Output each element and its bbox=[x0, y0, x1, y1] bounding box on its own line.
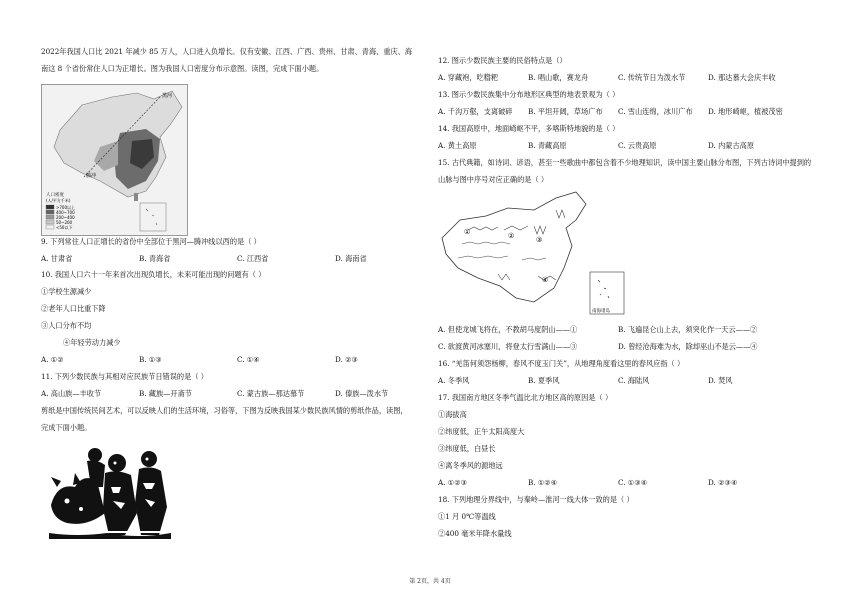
q10-item: ①学校生源减少 bbox=[41, 287, 92, 296]
q17-option-c: C. ①③④ bbox=[618, 478, 648, 487]
q17-item: ④离冬季风的源地远 bbox=[438, 461, 503, 470]
q15-option-a: A. 但使龙城飞将在，不教胡马度阴山——① bbox=[438, 325, 578, 334]
q18-item: ②400 毫米年降水量线 bbox=[438, 529, 512, 538]
legend-row: <50以下 bbox=[56, 225, 73, 230]
q13-option-d: D. 地形崎岖，植被茂密 bbox=[708, 107, 783, 116]
q11-option-c: C. 蒙古族—那达慕节 bbox=[237, 389, 305, 398]
mountain-ranges-map bbox=[438, 190, 628, 318]
q15-option-b: B. 飞遍昆仑山上去，须突化作一天云——② bbox=[618, 325, 758, 334]
q15-stem-line-2: 山脉与图中序号对应正确的是（ ） bbox=[438, 175, 549, 184]
map-marker-4: ④ bbox=[542, 276, 549, 284]
q13-stem: 13. 图示少数民族集中分布地形区典型的地表景观为（ ） bbox=[438, 90, 620, 99]
paper-cut-image bbox=[47, 443, 173, 539]
q10-item: ②老年人口比重下降 bbox=[41, 304, 106, 313]
q9-option-c: C. 江西省 bbox=[237, 254, 269, 263]
q14-option-d: D. 内蒙古高原 bbox=[708, 141, 755, 150]
q14-stem: 14. 我国高原中，地面崎岖不平，多喀斯特地貌的是（ ） bbox=[438, 124, 620, 133]
q13-option-c: C. 雪山连绵，冰川广布 bbox=[618, 107, 693, 116]
intro-line-2: 南这 8 个省份常住人口为正增长。图为我国人口密度分布示意图。读图，完成下面小题。 bbox=[41, 64, 324, 73]
map-marker-3: ③ bbox=[536, 236, 543, 244]
q15-option-d: D. 曾经沧海难为水，除却巫山不是云——④ bbox=[618, 342, 758, 351]
legend-unit: (人/平方千米) bbox=[46, 198, 71, 203]
q15-stem-line-1: 15. 古代典籍，如诗词、谚语，甚至一些歌曲中都包含着不少地理知识，读中国主要山脉分布图，下列古诗词中提到的 bbox=[438, 158, 812, 167]
q14-option-c: C. 云贵高原 bbox=[618, 141, 657, 150]
q10-stem: 10. 我国人口六十一年来首次出现负增长，未来可能出现的问题有（ ） bbox=[41, 270, 266, 279]
q17-item: ①海拔高 bbox=[438, 410, 467, 419]
q13-option-b: B. 平坦开阔，草场广布 bbox=[528, 107, 603, 116]
q10-item: ③人口分布不均 bbox=[41, 321, 92, 330]
q16-option-d: D. 焚风 bbox=[708, 376, 733, 385]
q12-option-a: A. 穿藏袍，吃糌粑 bbox=[438, 73, 499, 82]
paper-cut-artwork bbox=[47, 443, 173, 539]
q17-item: ③纬度低，白昼长 bbox=[438, 444, 496, 453]
legend-row: >700以上 bbox=[56, 205, 75, 210]
q16-stem: 16. “羌笛何须怨杨柳，春风不度玉门关”，从地理角度看这里的春风应指（ ） bbox=[438, 359, 685, 368]
q10-item: ④年轻劳动力减少 bbox=[63, 338, 121, 347]
q10-option-d: D. ②③ bbox=[335, 355, 358, 364]
legend-row: 50~200 bbox=[56, 220, 73, 225]
q17-option-a: A. ①②③ bbox=[438, 478, 468, 487]
q12-stem: 12. 图示少数民族主要的民俗特点是（） bbox=[438, 56, 567, 65]
q14-option-b: B. 青藏高原 bbox=[528, 141, 567, 150]
q11-option-b: B. 藏族—开斋节 bbox=[139, 389, 192, 398]
q11-stem: 11. 下列少数民族与其相对应民族节日错误的是（ ） bbox=[41, 372, 208, 381]
legend-title: 人口密度 bbox=[46, 193, 64, 198]
china-map-figure bbox=[42, 85, 187, 235]
q16-option-a: A. 冬季风 bbox=[438, 376, 470, 385]
q9-option-d: D. 海南省 bbox=[335, 254, 367, 263]
mountains-map-figure bbox=[438, 190, 628, 318]
q18-item: ①1 月 0℃等温线 bbox=[438, 512, 496, 521]
q10-option-c: C. ①④ bbox=[237, 355, 260, 364]
q15-option-c: C. 欲渡黄河冰塞川，将登太行雪满山——③ bbox=[438, 342, 578, 351]
inset-label: 南海诸岛 bbox=[592, 309, 610, 314]
q12-option-c: C. 传统节日为泼水节 bbox=[618, 73, 686, 82]
q9-option-a: A. 甘肃省 bbox=[41, 254, 73, 263]
q9-stem: 9. 下列常住人口正增长的省份中全部位于黑河—腾冲线以西的是（ ） bbox=[41, 237, 261, 246]
q17-item: ②纬度低，正午太阳高度大 bbox=[438, 427, 525, 436]
q10-option-a: A. ①② bbox=[41, 355, 64, 364]
paper-cut-paragraph-2: 完成下面小题。 bbox=[41, 423, 92, 432]
legend-row: 200~400 bbox=[56, 215, 75, 220]
q12-option-b: B. 唱山歌，赛龙舟 bbox=[528, 73, 589, 82]
q12-option-d: D. 那达慕大会庆丰收 bbox=[708, 73, 776, 82]
q17-option-b: B. ①②④ bbox=[528, 478, 558, 487]
q18-stem: 18. 下列地理分界线中，与秦岭—淮河一线大体一致的是（ ） bbox=[438, 495, 634, 504]
q14-option-a: A. 黄土高原 bbox=[438, 141, 477, 150]
q10-option-b: B. ①③ bbox=[139, 355, 162, 364]
map-label-tengchong: 腾冲 bbox=[86, 173, 97, 179]
population-density-map bbox=[41, 84, 188, 236]
map-marker-1: ① bbox=[464, 228, 471, 236]
q16-option-c: C. 海陆风 bbox=[618, 376, 650, 385]
q11-option-d: D. 傣族—泼水节 bbox=[335, 389, 389, 398]
q17-option-d: D. ②③④ bbox=[708, 478, 738, 487]
map-marker-2: ② bbox=[508, 232, 515, 240]
paper-cut-paragraph-1: 剪纸是中国传统民间艺术，可以反映人们的生活环境，习俗等，下图为反映我国某少数民族风情的剪纸作品，读图， bbox=[41, 406, 408, 415]
intro-line-1: 2022年我国人口比 2021 年减少 85 万人，人口进入负增长。仅有安徽、江西、广西、贵州、甘肃、青海、重庆、海 bbox=[41, 47, 413, 56]
q11-option-a: A. 高山族—丰收节 bbox=[41, 389, 102, 398]
q16-option-b: B. 夏季风 bbox=[528, 376, 560, 385]
q9-option-b: B. 青海省 bbox=[139, 254, 171, 263]
q17-stem: 17. 我国南方地区冬季气温比北方地区高的原因是（ ） bbox=[438, 393, 613, 402]
legend-row: 400~700 bbox=[56, 210, 75, 215]
q13-option-a: A. 千沟万壑，支离破碎 bbox=[438, 107, 513, 116]
page-footer: 第 2页，共 4页 bbox=[409, 578, 451, 585]
map-label-heihe: 黑河 bbox=[162, 93, 173, 99]
